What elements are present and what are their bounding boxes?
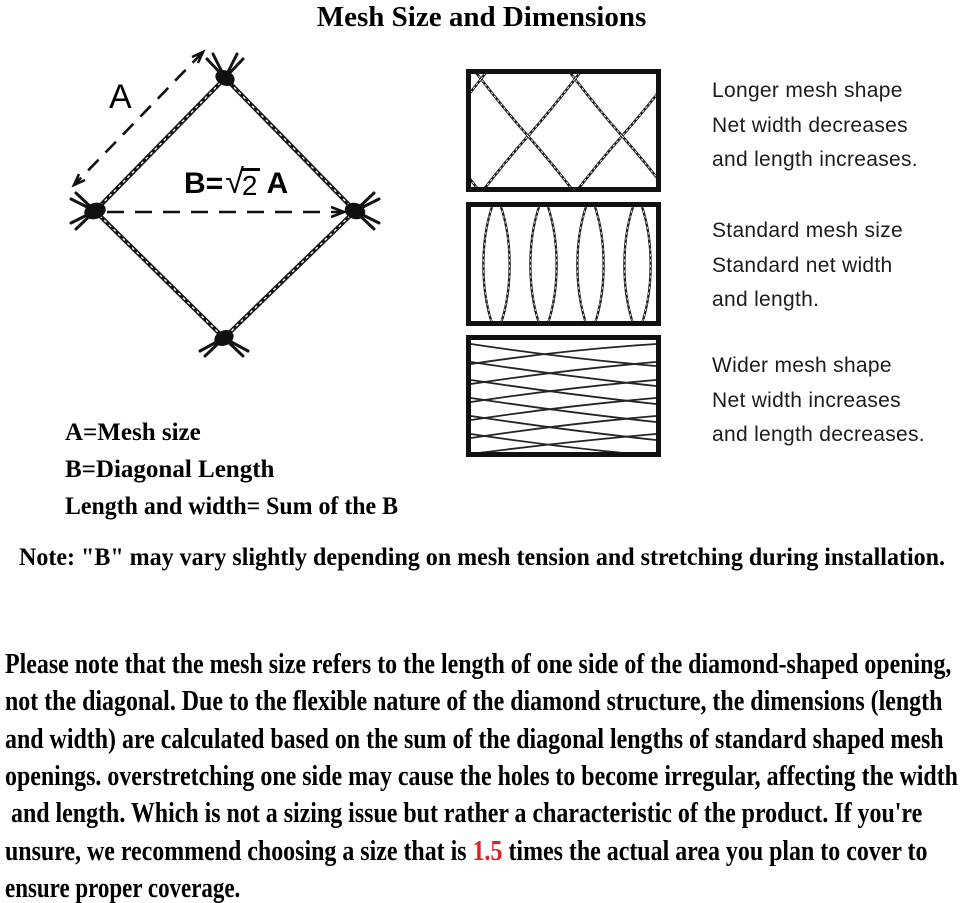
legend [65,414,414,525]
formula-radicand: 2 [241,168,261,199]
note-line: Note: "B" may vary slightly depending on mesh tension and stretching during installation. [19,544,945,571]
caption-line: Standard mesh size [712,219,903,242]
diagram-formula-B [184,163,289,201]
caption-line: Standard net width [712,253,893,277]
formula-lhs: B= [184,167,224,200]
highlight-before: unsure, we recommend choosing a size that is [5,835,473,867]
caption-line: Net width increases [712,388,901,412]
mesh-caption-standard [712,214,903,318]
rope-texture-overlay [95,78,355,338]
caption-line: and length increases. [712,148,918,171]
legend-line-a: A=Mesh size [65,419,201,446]
mesh-caption-longer [712,74,918,178]
longer-mesh-pattern [471,74,656,187]
paragraph-line: and width) are calculated based on the sum of the diagonal lengths of standard shaped mesh [5,723,944,755]
mesh-diamond-diagram [45,40,415,385]
paragraph-line: not the diagonal. Due to the flexible nature of the diamond structure, the dimensions (length [5,686,943,718]
formula-rhs: A [266,167,289,200]
caption-line: Wider mesh shape [712,354,892,377]
caption-line: and length. [712,288,820,311]
description-paragraph [5,646,963,903]
sqrt-icon: √ [225,163,244,201]
highlight-value: 1.5 [472,835,503,867]
diagram-label-A: A [109,78,132,116]
paragraph-line: openings. overstretching one side may cause the holes to become irregular, affecting the width [5,761,958,793]
page-title: Mesh Size and Dimensions [316,1,647,33]
standard-mesh-pattern [471,207,656,321]
mesh-sample-standard [466,202,661,326]
paragraph-line: Please note that the mesh size refers to the length of one side of the diamond-shaped opening, [5,649,952,680]
paragraph-last-line: ensure proper coverage. [5,873,241,903]
mesh-sample-longer [466,69,661,192]
wider-mesh-pattern [471,340,656,452]
paragraph-line-highlight [5,833,958,870]
legend-line-sum: Length and width= Sum of the B [65,493,398,520]
caption-line: and length decreases. [712,423,925,446]
measure-line-B [107,207,344,217]
caption-line: Net width decreases [712,113,908,137]
net-edge-lines [95,78,355,338]
highlight-after: times the actual area you plan to cover to [502,835,928,867]
legend-line-b: B=Diagonal Length [65,456,275,483]
mesh-sample-wider [466,335,661,457]
caption-line: Longer mesh shape [712,79,903,102]
mesh-caption-wider [712,349,925,453]
paragraph-line: and length. Which is not a sizing issue but rather a characteristic of the product. If you're [5,798,923,830]
